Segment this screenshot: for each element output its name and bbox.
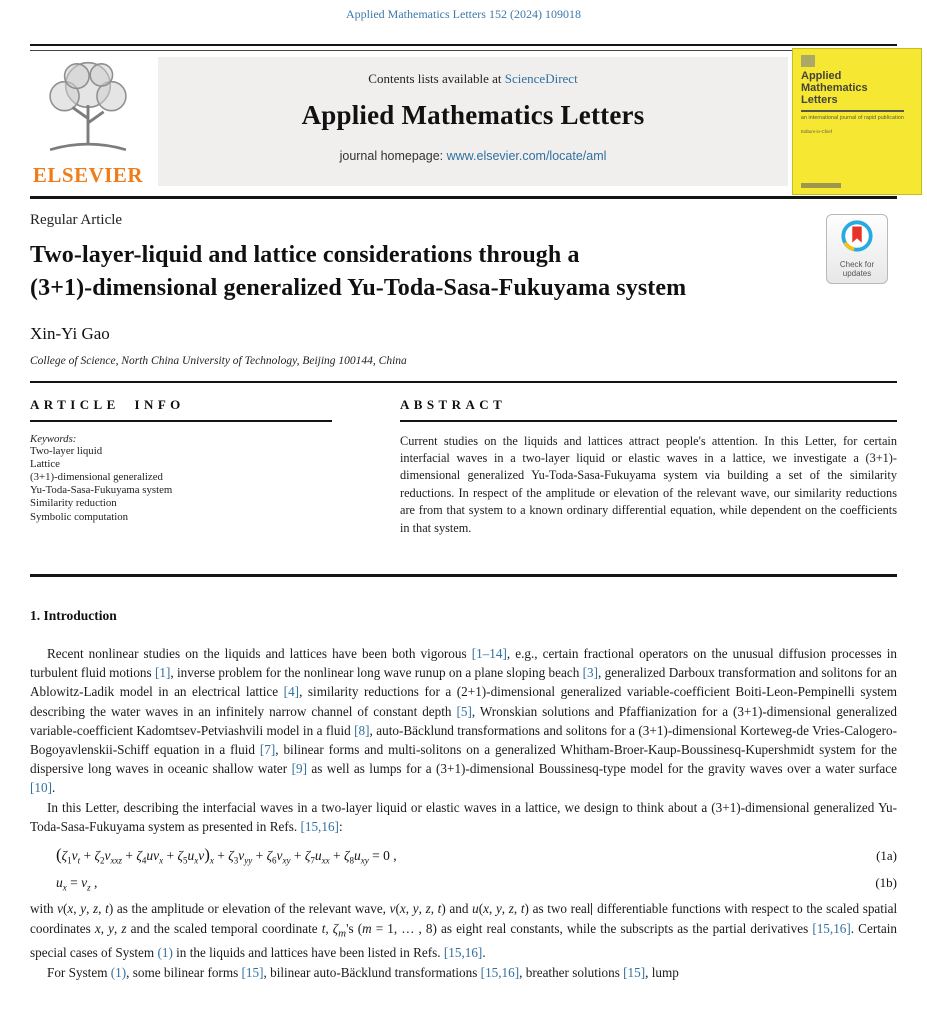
check-badge-line2: updates — [842, 269, 872, 278]
equation-1b-label: (1b) — [875, 874, 897, 890]
citation-link[interactable]: [15,16] — [443, 945, 483, 961]
text-cursor-bar — [591, 903, 592, 915]
section-heading-introduction: 1. Introduction — [30, 608, 117, 623]
sciencedirect-link[interactable]: ScienceDirect — [504, 71, 578, 86]
citation-link[interactable]: [15] — [623, 964, 646, 980]
elsevier-tree-logo — [32, 56, 144, 162]
citation-link[interactable]: [4] — [283, 684, 300, 700]
check-badge-label — [827, 260, 887, 278]
citation-link[interactable]: [10] — [30, 780, 52, 796]
intro-paragraph-2: In this Letter, describing the interfacial waves in a two-layer liquid or elastic waves in a lattice, we design to think about a (3+1)-dimensional generalized Yu-Toda-Sasa-Fukuyama system as presented in Refs. [15,16]: — [30, 799, 897, 834]
contents-prefix: Contents lists available at — [368, 71, 505, 86]
keyword-item: Symbolic computation — [30, 510, 129, 523]
article-info-heading: ARTICLE INFO — [30, 397, 185, 412]
keywords-label: Keywords: — [30, 432, 77, 445]
homepage-url-link[interactable]: www.elsevier.com/locate/aml — [446, 149, 607, 163]
cover-subtitle: an international journal of rapid publication — [801, 114, 904, 121]
journal-homepage-line — [158, 149, 788, 163]
running-head-citation: Applied Mathematics Letters 152 (2024) 109018 — [346, 7, 581, 21]
introduction-section — [30, 608, 897, 982]
citation-link[interactable]: [7] — [259, 742, 276, 758]
citation-link[interactable]: [15,16] — [812, 920, 851, 936]
equation-1b — [30, 875, 897, 893]
article-title-line2: (3+1)-dimensional generalized Yu-Toda-Sasa-Fukuyama system — [30, 275, 687, 301]
homepage-prefix: journal homepage: — [339, 149, 447, 163]
abstract-heading: ABSTRACT — [400, 397, 507, 412]
article-title — [30, 239, 790, 305]
header-double-rule — [30, 44, 897, 51]
keyword-item: (3+1)-dimensional generalized — [30, 470, 163, 483]
check-for-updates-badge[interactable] — [826, 214, 888, 284]
intro-paragraph-3: with v(x, y, z, t) as the amplitude or elevation of the relevant wave, v(x, y, z, t) and u(x, y, z, t) as two real differentiable functions with respect to the scaled spatial coordinates x, y, z and the scaled temporal coordinate t, $\zeta_m's$ (m = 1, … , 8) as eight real constants, while the subscripts as the partial derivatives [15,16]. Certain special cases of System (1) in the liquids and lattices have been listed in Refs. [15,16]. — [30, 901, 898, 961]
intro-paragraph-1: Recent nonlinear studies on the liquids and lattices have been both vigorous [1–14], e.g., certain fractional operators on the unusual diffusion processes in turbulent fluid motions [1], inverse problem for the nonlinear long wave runup on a plane sloping beach [3], generalized Darboux transformation and solitons for an Ablowitz-Ladik model in an electrical lattice [4], similarity reductions for a (2+1)-dimensional generalized variable-coefficient Boiti-Leon-Pempinelli system describing the water waves in an infinitely narrow channel of constant depth [5], Wronskian solutions and Pfaffianization for a (3+1)-dimensional generalized variable-coefficient Kadomtsev-Petviashvili model in a fluid [8], auto-Bäcklund transformations and solitons for a (3+1)-dimensional Korteweg-de Vries-Calogero-Bogoyavlenskii-Schiff equation in a fluid [7], bilinear forms and multi-solitons on a generalized Whitham-Broer-Kaup-Boussinesq-Kupershmidt system for the dispersive long waves in oceanic shallow water [9] as well as lumps for a (3+1)-dimensional Boussinesq-type model for the gravity waves over a water surface [10]. — [30, 646, 897, 796]
author-name[interactable]: Xin-Yi Gao — [30, 324, 110, 343]
cover-footer-mark — [801, 183, 841, 188]
equation-1a-label: (1a) — [876, 848, 897, 864]
abstract-bottom-rule — [30, 574, 897, 577]
cover-rule — [801, 110, 904, 112]
cover-editors-line: Editors-in-Chief — [801, 128, 833, 134]
head-bottom-rule — [30, 381, 897, 383]
equation-1a-body: $(\zeta_1v_t + \zeta_2v_{xxz} + \zeta_4uv_x + \zeta_5u_xv)_x + \zeta_3v_{yy} + \zeta_6v_{xy} + \zeta_7u_{xx} + \zeta_8u_{xy} = 0$ , — [56, 845, 397, 866]
citation-link[interactable]: [15,16] — [480, 964, 520, 980]
cover-title-line1: Applied — [801, 70, 842, 82]
keyword-item: Similarity reduction — [30, 497, 117, 510]
citation-link[interactable]: [1] — [154, 665, 171, 681]
elsevier-logo[interactable] — [25, 56, 151, 188]
article-info-rule — [30, 420, 332, 422]
elsevier-logo-text: ELSEVIER — [32, 163, 144, 187]
keyword-item: Two-layer liquid — [30, 444, 103, 457]
keyword-item: Yu-Toda-Sasa-Fukuyama system — [30, 484, 173, 497]
citation-link[interactable]: [3] — [582, 665, 599, 681]
article-info-section — [30, 397, 332, 524]
citation-link[interactable]: [5] — [456, 703, 472, 719]
banner-bottom-rule — [30, 196, 897, 199]
cover-mini-logo — [801, 55, 815, 67]
citation-link[interactable]: [15] — [241, 964, 264, 980]
equation-1a — [30, 845, 897, 866]
equation-link[interactable]: (1) — [110, 964, 127, 980]
journal-cover-thumbnail[interactable] — [792, 48, 922, 195]
citation-link[interactable]: [9] — [291, 761, 307, 777]
cover-title-line3: Letters — [801, 94, 838, 106]
intro-paragraph-4: For System (1), some bilinear forms [15], bilinear auto-Bäcklund transformations [15,16], breather solutions [15], lump — [47, 964, 679, 980]
citation-link[interactable]: [8] — [354, 722, 370, 738]
citation-link[interactable]: [1–14] — [471, 646, 507, 661]
cover-title-line2: Mathematics — [801, 82, 868, 94]
check-badge-line1: Check for — [839, 260, 875, 269]
citation-link[interactable]: [15,16] — [300, 818, 339, 834]
abstract-text: Current studies on the liquids and lattices attract people's attention. In this Letter, for certain interfacial waves in a two-layer liquid or elastic waves in a lattice, we investigate a (3+1)-dimensional generalized Yu-Toda-Sasa-Fukuyama system via building a set of the similarity reductions. In respect of the amplitude or elevation of the relevant wave, our similarity reductions are from that system to a known ordinary differential equation, while dependent on the coefficients in that system. — [400, 433, 897, 535]
equation-1b-body: $u_x = v_z$ , — [56, 874, 98, 893]
abstract-section — [400, 397, 897, 537]
article-title-line1: Two-layer-liquid and lattice considerations through a — [30, 242, 580, 268]
keyword-item: Lattice — [30, 457, 60, 470]
journal-banner — [158, 57, 788, 186]
equation-link[interactable]: (1) — [157, 945, 173, 961]
author-affiliation: College of Science, North China University of Technology, Beijing 100144, China — [30, 355, 407, 367]
journal-title: Applied Mathematics Letters — [301, 100, 645, 130]
cover-title — [801, 70, 913, 106]
abstract-rule — [400, 420, 897, 422]
article-type-label: Regular Article — [30, 212, 123, 228]
contents-list-line — [158, 71, 788, 87]
check-for-updates-icon — [840, 219, 874, 253]
